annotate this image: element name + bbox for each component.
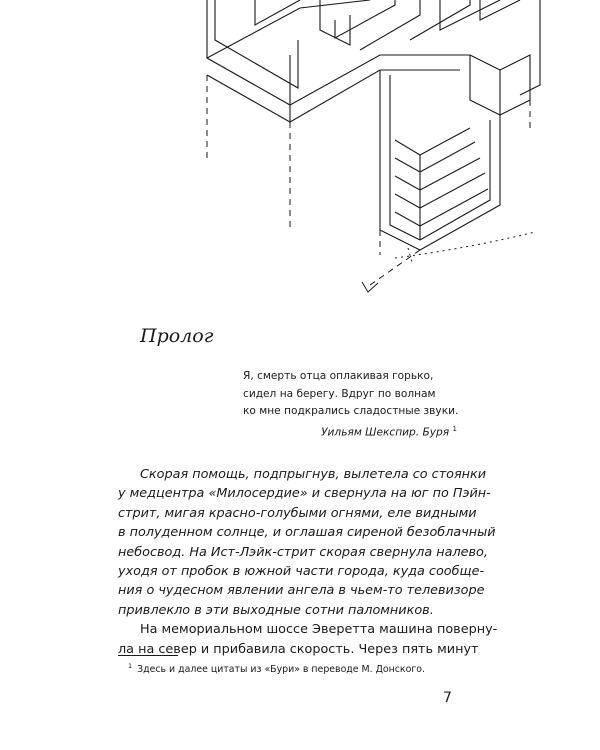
epigraph-line: Я, смерть отца оплакивая горько, — [243, 370, 434, 382]
body-line: привлекло в эти выходные сотни паломников. — [118, 602, 434, 618]
epigraph-line: ко мне подкрались сладостные звуки. — [243, 405, 459, 417]
body-line: уходя от пробок в южной части города, куда сообще- — [118, 564, 485, 580]
dotted-arc — [395, 232, 535, 258]
body-line: в полуденном солнце, и оглашая сиреной безоблачный — [118, 525, 496, 541]
footnote-divider — [118, 655, 178, 656]
page-number: 7 — [443, 690, 452, 706]
maze-wall-c — [335, 0, 395, 38]
right-block — [470, 55, 530, 115]
maze-wall-a — [255, 0, 300, 25]
body-text — [118, 465, 498, 659]
dotted-tick — [408, 248, 412, 262]
footnote — [128, 662, 425, 675]
maze-wall-g — [480, 0, 520, 20]
frame-rail-2 — [290, 70, 460, 122]
body-line: ния о чудесном явлении ангела в чьем-то телевизоре — [118, 583, 485, 599]
epigraph-attribution — [235, 421, 457, 442]
projection-line-diagonal — [370, 250, 420, 285]
epigraph — [235, 368, 457, 442]
body-line: у медцентра «Милосердие» и свернула на юг по Пэйн- — [118, 486, 491, 502]
body-line: На мемориальном шоссе Эверетта машина поверну- — [140, 622, 498, 638]
maze-illustration — [0, 0, 600, 310]
footnote-text: Здесь и далее цитаты из «Бури» в переводе М. Донского. — [137, 664, 425, 676]
arrow-head — [362, 282, 378, 292]
footnote-marker: 1 — [128, 662, 133, 670]
body-line: Скорая помощь, подпрыгнув, вылетела со стоянки — [140, 467, 487, 482]
footnote-reference[interactable]: 1 — [452, 424, 457, 433]
epigraph-line: сидел на берегу. Вдруг по волнам — [243, 387, 436, 400]
body-line: небосвод. На Ист-Лэйк-стрит скорая свернула налево, — [118, 544, 488, 560]
chapter-title: Пролог — [140, 325, 214, 347]
stair-5 — [395, 189, 488, 226]
body-line: стрит, мигая красно-голубыми огнями, еле видными — [118, 505, 477, 521]
frame-inner-post — [215, 0, 298, 88]
body-line: ла на север и прибавила скорость. Через пять минут — [118, 641, 479, 657]
stair-4 — [395, 173, 485, 208]
frame-outer-edge — [207, 0, 290, 105]
attribution-text: Уильям Шекспир. Буря — [321, 426, 450, 439]
right-block-side — [470, 55, 500, 115]
